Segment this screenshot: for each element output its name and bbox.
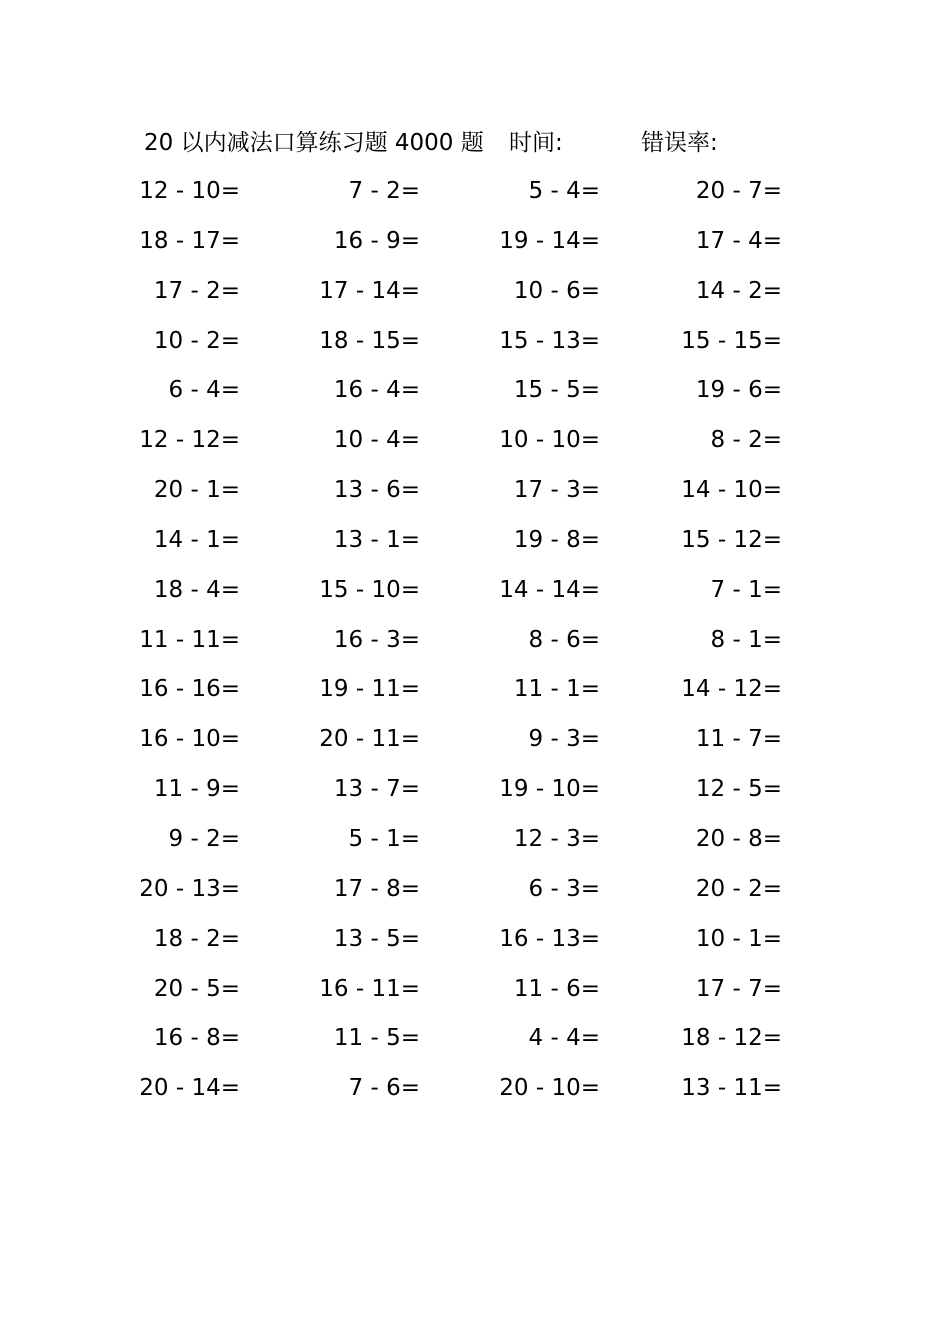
subtraction-problem: 10 - 10= [499,427,600,454]
subtraction-problem: 14 - 12= [681,676,782,703]
subtraction-problem: 19 - 10= [499,776,600,803]
subtraction-problem: 8 - 1= [710,626,782,653]
subtraction-problem: 11 - 7= [695,726,782,753]
subtraction-problem: 10 - 6= [513,277,600,304]
problem-row [0,274,950,324]
subtraction-problem: 16 - 9= [333,227,420,254]
worksheet-title: 20 以内减法口算练习题 4000 题 [144,130,484,156]
subtraction-problem: 13 - 5= [333,925,420,952]
subtraction-problem: 11 - 5= [333,1025,420,1052]
subtraction-problem: 14 - 2= [695,277,782,304]
subtraction-problem: 8 - 6= [528,626,600,653]
subtraction-problem: 11 - 1= [513,676,600,703]
subtraction-problem: 13 - 11= [681,1075,782,1102]
subtraction-problem: 15 - 10= [319,576,420,603]
subtraction-problem: 10 - 2= [153,327,240,354]
subtraction-problem: 20 - 5= [153,975,240,1002]
subtraction-problem: 18 - 17= [139,227,240,254]
subtraction-problem: 17 - 4= [695,227,782,254]
problem-row [0,1021,950,1071]
subtraction-problem: 11 - 9= [153,776,240,803]
subtraction-problem: 15 - 13= [499,327,600,354]
subtraction-problem: 16 - 3= [333,626,420,653]
subtraction-problem: 12 - 5= [695,776,782,803]
subtraction-problem: 8 - 2= [710,427,782,454]
subtraction-problem: 16 - 11= [319,975,420,1002]
subtraction-problem: 15 - 12= [681,526,782,553]
subtraction-problem: 10 - 1= [695,925,782,952]
subtraction-problem: 16 - 4= [333,377,420,404]
problem-row [0,523,950,573]
subtraction-problem: 11 - 11= [139,626,240,653]
subtraction-problem: 20 - 2= [695,875,782,902]
problem-grid [0,174,950,1121]
subtraction-problem: 17 - 8= [333,875,420,902]
subtraction-problem: 12 - 10= [139,178,240,204]
subtraction-problem: 15 - 5= [513,377,600,404]
subtraction-problem: 11 - 6= [513,975,600,1002]
subtraction-problem: 6 - 3= [528,875,600,902]
problem-row [0,224,950,274]
problem-row [0,573,950,623]
worksheet-header [144,126,844,160]
problem-row [0,872,950,922]
subtraction-problem: 20 - 1= [153,477,240,504]
problem-row [0,324,950,374]
problem-row [0,722,950,772]
subtraction-problem: 19 - 6= [695,377,782,404]
subtraction-problem: 17 - 3= [513,477,600,504]
problem-row [0,174,950,224]
subtraction-problem: 20 - 8= [695,825,782,852]
problem-row [0,373,950,423]
problem-row [0,922,950,972]
problem-row [0,623,950,673]
subtraction-problem: 12 - 12= [139,427,240,454]
subtraction-problem: 12 - 3= [513,825,600,852]
problem-row [0,473,950,523]
subtraction-problem: 19 - 14= [499,227,600,254]
subtraction-problem: 19 - 8= [513,526,600,553]
subtraction-problem: 5 - 1= [348,825,420,852]
problem-row [0,972,950,1022]
subtraction-problem: 9 - 2= [168,825,240,852]
problem-row [0,672,950,722]
subtraction-problem: 20 - 11= [319,726,420,753]
subtraction-problem: 14 - 1= [153,526,240,553]
subtraction-problem: 18 - 2= [153,925,240,952]
problem-row [0,822,950,872]
subtraction-problem: 5 - 4= [528,178,600,204]
subtraction-problem: 17 - 7= [695,975,782,1002]
subtraction-problem: 17 - 14= [319,277,420,304]
subtraction-problem: 9 - 3= [528,726,600,753]
subtraction-problem: 6 - 4= [168,377,240,404]
error-rate-label: 错误率: [641,130,718,156]
subtraction-problem: 20 - 13= [139,875,240,902]
subtraction-problem: 17 - 2= [153,277,240,304]
subtraction-problem: 4 - 4= [528,1025,600,1052]
subtraction-problem: 18 - 12= [681,1025,782,1052]
subtraction-problem: 7 - 1= [710,576,782,603]
subtraction-problem: 16 - 10= [139,726,240,753]
subtraction-problem: 18 - 4= [153,576,240,603]
problem-row [0,772,950,822]
subtraction-problem: 13 - 7= [333,776,420,803]
subtraction-problem: 14 - 14= [499,576,600,603]
subtraction-problem: 7 - 6= [348,1075,420,1102]
subtraction-problem: 18 - 15= [319,327,420,354]
subtraction-problem: 19 - 11= [319,676,420,703]
problem-row [0,423,950,473]
subtraction-problem: 10 - 4= [333,427,420,454]
subtraction-problem: 20 - 14= [139,1075,240,1102]
subtraction-problem: 16 - 13= [499,925,600,952]
subtraction-problem: 20 - 7= [695,178,782,204]
subtraction-problem: 16 - 16= [139,676,240,703]
subtraction-problem: 16 - 8= [153,1025,240,1052]
subtraction-problem: 20 - 10= [499,1075,600,1102]
time-label: 时间: [509,130,563,156]
subtraction-problem: 15 - 15= [681,327,782,354]
subtraction-problem: 13 - 6= [333,477,420,504]
problem-row [0,1071,950,1121]
subtraction-problem: 13 - 1= [333,526,420,553]
subtraction-problem: 14 - 10= [681,477,782,504]
subtraction-problem: 7 - 2= [348,178,420,204]
